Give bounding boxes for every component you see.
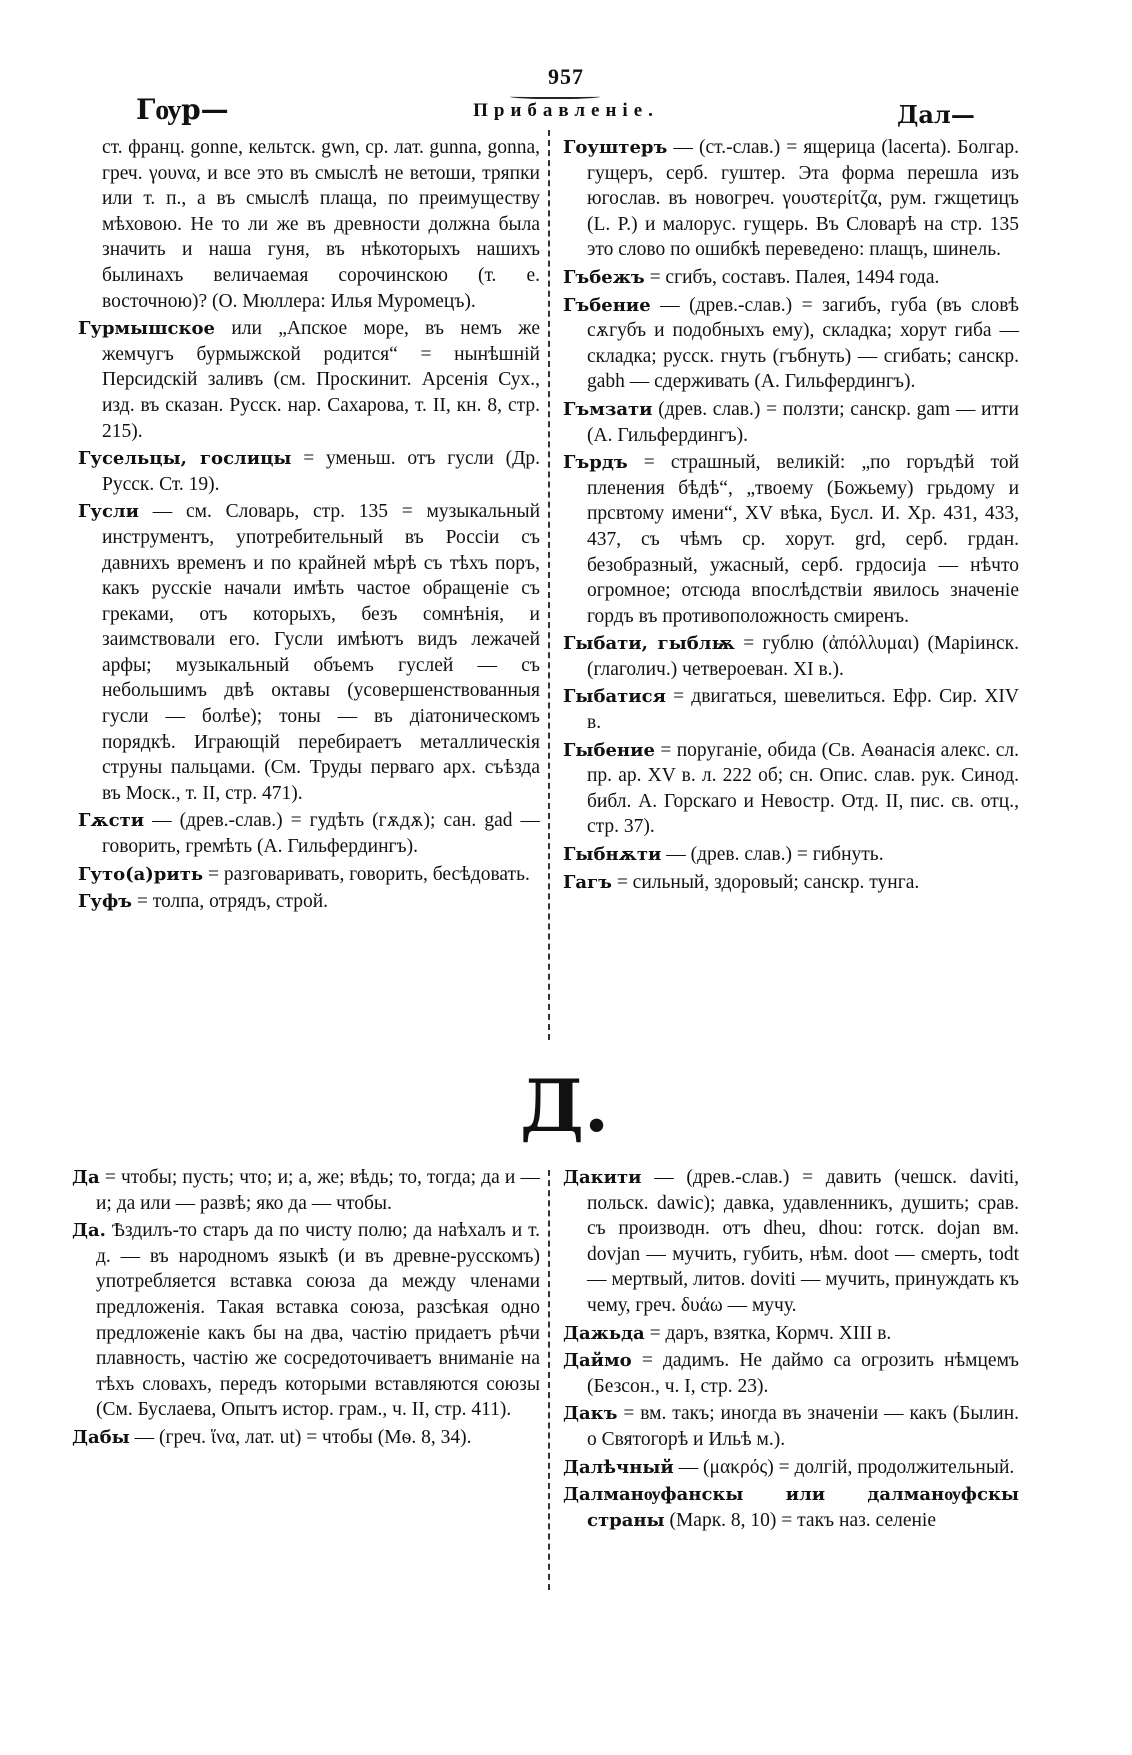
entry-definition: — (греч. ἵνα, лат. ut) = чтобы (Мѳ. 8, 34). [134, 1426, 472, 1448]
running-title: Прибавленіе. [473, 100, 659, 121]
column-divider-top [548, 130, 550, 1040]
entry-headword: Даймо [563, 1350, 632, 1372]
entry-headword: Далманѹфанскы или далманѹфскы страны [563, 1484, 1019, 1531]
right-column-bottom [563, 1165, 1019, 1535]
entry-definition: — (ст.-слав.) = ящерица (lacerta). Болгар. гущеръ, серб. гуштер. Эта форма перешла изъ югослав. въ новогреч. γουστερίτζα, рум. гжщетицъ (L. P.) и малорус. гущерь. Въ Словарѣ на стр. 135 это слово по ошибкѣ переведено: плащъ, шинель. [587, 137, 1019, 261]
entry-definition: = сильный, здоровый; санскр. тунга. [616, 871, 920, 893]
entry-definition: = чтобы; пусть; что; и; а, же; вѣдь; то, тогда; да и — и; да или — развѣ; яко да — чтобы. [96, 1167, 540, 1214]
dictionary-entry [563, 1482, 1019, 1533]
column-divider-bottom [548, 1170, 550, 1590]
dictionary-entry [563, 631, 1019, 682]
entry-headword: Гыбатися [563, 686, 666, 708]
dictionary-entry [563, 135, 1019, 263]
dictionary-entry [563, 450, 1019, 629]
entry-headword: Дакити [563, 1167, 642, 1188]
entry-definition: = даръ, взятка, Кормч. XIII в. [649, 1322, 892, 1344]
entry-definition: Ѣздилъ-то старъ да по чисту полю; да наѣхалъ и т. д. — въ народномъ языкѣ (и въ древне-русскомъ) употребляется вставка союза да между членами предложенія. Такая вставка союза, разсѣкая одно предложеніе какъ бы на два, частію придаетъ рѣчи плавность, частію же сосредоточиваетъ вниманіе на тѣхъ словахъ, передъ которыми вставляются союзы (См. Буслаева, Опытъ истор. грам., ч. II, стр. 411). [96, 1220, 541, 1421]
dictionary-entry [563, 1165, 1019, 1319]
entry-headword: Гърдъ [563, 452, 628, 474]
entry-definition: — (древ. слав.) = гибнуть. [666, 844, 884, 866]
dictionary-entry [78, 889, 540, 915]
dictionary-entry [72, 1165, 540, 1216]
dictionary-entry [563, 1401, 1019, 1452]
dictionary-entry [563, 870, 1019, 896]
entry-headword: Дажьда [563, 1322, 645, 1344]
entry-headword: Гагъ [563, 871, 612, 893]
dictionary-entry [563, 293, 1019, 395]
entry-headword: Гъбение [563, 294, 651, 316]
dictionary-entry [78, 316, 540, 444]
entry-headword: Дабы [72, 1426, 130, 1448]
entry-headword: Гусли [78, 501, 139, 523]
left-column-top [78, 135, 540, 917]
entry-definition: — (древ.-слав.) = давить (чешск. daviti, польск. dawic); давка, удавленникъ, душить; срав. съ производн. отъ dheu, dhou: готск. dojan вм. dovjan — мучить, губить, нѣм. doot — смерть, todt — мертвый, литов. doviti — мучить, принуждать къ чему, греч. δυάω — мучу. [587, 1167, 1020, 1316]
dictionary-entry [78, 808, 540, 859]
dictionary-entry [563, 842, 1019, 868]
entry-definition: — (древ.-слав.) = загибъ, губа (въ словѣ сѫгубъ и подобныхъ ему), складка; хорут гиба — складка; русск. гнуть (гъбнуть) — сгибать; санскр. gabh — сдерживать (А. Гильфердингъ). [587, 294, 1020, 393]
dictionary-entry [563, 1348, 1019, 1399]
entry-headword: Гыбение [563, 739, 655, 761]
entry-definition: — см. Словарь, стр. 135 = музыкальный инструментъ, употребительный въ Россіи съ давнихъ временъ и по крайней мѣрѣ съ тѣхъ поръ, какъ русскіе начали имѣть частое обращеніе съ греками, отъ которыхъ, безъ сомнѣнія, и заимствовали его. Гусли имѣютъ видъ лежачей арфы; музыкальный объемъ гуслей — съ небольшимъ двѣ октавы (усовершенствованныя гусли — болѣе); тоны — въ діатоническомъ порядкѣ. Играющій перебираетъ металлическія струны пальцами. (См. Труды перваго арх. съѣзда въ Моск., т. II, стр. 471). [102, 501, 541, 804]
entry-headword: Гыбати, гыблѭ [563, 633, 735, 655]
dictionary-entry [72, 1218, 540, 1423]
entry-headword: Гѫсти [78, 810, 145, 832]
entry-definition: = гублю (ἀπόλλυμαι) (Маріинск. (глаголич.) четвероеван. XI в.). [587, 633, 1019, 680]
dictionary-entry [78, 499, 540, 806]
dictionary-entry [563, 738, 1019, 840]
dictionary-entry [563, 1455, 1019, 1481]
entry-headword: Далѣчный [563, 1456, 674, 1478]
dictionary-entry [78, 135, 540, 314]
page-number: 957 [548, 64, 584, 89]
entry-definition: (древ. слав.) = ползти; санскр. gam — итти (А. Гильфердингъ). [587, 398, 1019, 446]
entry-definition: ст. франц. gonne, кельтск. gwn, ср. лат. gunna, gonna, греч. γουνα, и все это въ смыслѣ не ветоши, тряпки или т. п., а въ смыслѣ плаща, по преимуществу мѣховою. Не то ли же въ древности должна была значить и наша гуня, въ нѣкоторыхъ нашихъ былинахъ величаемая сорочинскою (т. е. восточною)? (О. Мюллера: Илья Муромецъ). [102, 137, 540, 312]
entry-definition: — (древ.-слав.) = гудѣть (гѫдѫ); сан. gad — говорить, гремѣть (А. Гильфердингъ). [102, 810, 540, 858]
dictionary-entry [563, 1321, 1019, 1347]
dictionary-entry [563, 265, 1019, 291]
entry-headword: Гоуштеръ [563, 137, 668, 158]
dictionary-entry [72, 1425, 540, 1451]
entry-headword: Да. [72, 1220, 106, 1242]
entry-headword: Дакъ [563, 1403, 618, 1425]
entry-definition: = поруганіе, обида (Св. Аѳанасія алекс. сл. пр. ар. XV в. л. 222 об; сн. Опис. слав. рук. Синод. библ. А. Горскаго и Невостр. Отд. II, пис. св. отц., стр. 37). [587, 739, 1019, 838]
entry-headword: Гъмзати [563, 398, 653, 420]
right-column-top [563, 135, 1019, 897]
entry-definition: = сгибъ, составъ. Палея, 1494 года. [649, 266, 940, 288]
entry-definition: = дадимъ. Не даймо са огрозить нѣмцемъ (Безсон., ч. I, стр. 23). [587, 1350, 1020, 1397]
page-number-underline [510, 93, 600, 99]
entry-definition: = страшный, великій: „по горъдѣй той пленения бѣдѣ“, „твоему (Божьему) грьдому и прсвтому имени“, XV вѣка, Бусл. И. Хр. 431, 433, 437, съ чѣмъ ср. хорут. grd, серб. грдан. безобразный, ужасный, серб. грдосиja — нѣчто огромное; отсюда впослѣдствіи явилось значеніе гордъ въ противоположность смиренъ. [587, 452, 1020, 627]
entry-headword: Да [72, 1167, 100, 1188]
entry-headword: Гуто(а)рить [78, 863, 204, 885]
entry-definition: — (μακρός) = долгій, продолжительный. [678, 1456, 1015, 1478]
dictionary-entry [563, 397, 1019, 448]
guide-word-right: Дал— [897, 100, 975, 129]
entry-definition: или „Апское море, въ немъ же жемчугъ бурмыжской родится“ = нынѣшній Персидскій заливъ (см. Проскинит. Арсенія Сух., изд. въ сказан. Русск. нар. Сахарова, т. II, кн. 8, стр. 215). [102, 318, 541, 442]
dictionary-entry [78, 446, 540, 497]
entry-headword: Гыбнѫти [563, 844, 662, 866]
entry-definition: = толпа, отрядъ, строй. [136, 891, 329, 913]
dictionary-entry [563, 684, 1019, 735]
entry-definition: = двигаться, шевелиться. Ефр. Сир. XIV в. [587, 686, 1019, 734]
entry-definition: = уменьш. отъ гусли (Др. Русск. Ст. 19). [102, 448, 541, 495]
section-letter: Д. [520, 1063, 610, 1148]
entry-headword: Гуфъ [78, 891, 132, 913]
entry-definition: = вм. такъ; иногда въ значеніи — какъ (Былин. о Святогорѣ и Ильѣ м.). [587, 1403, 1020, 1450]
entry-definition: = разговаривать, говорить, бесѣдовать. [208, 863, 530, 885]
dictionary-entry [78, 862, 540, 888]
entry-definition: (Марк. 8, 10) = такъ наз. селеніе [669, 1509, 937, 1531]
entry-headword: Гусельцы, гослицы [78, 448, 292, 470]
entry-headword: Гъбежъ [563, 266, 645, 288]
guide-word-left: Гѹр— [136, 93, 229, 126]
left-column-bottom [72, 1165, 540, 1453]
entry-headword: Гурмышское [78, 318, 215, 340]
